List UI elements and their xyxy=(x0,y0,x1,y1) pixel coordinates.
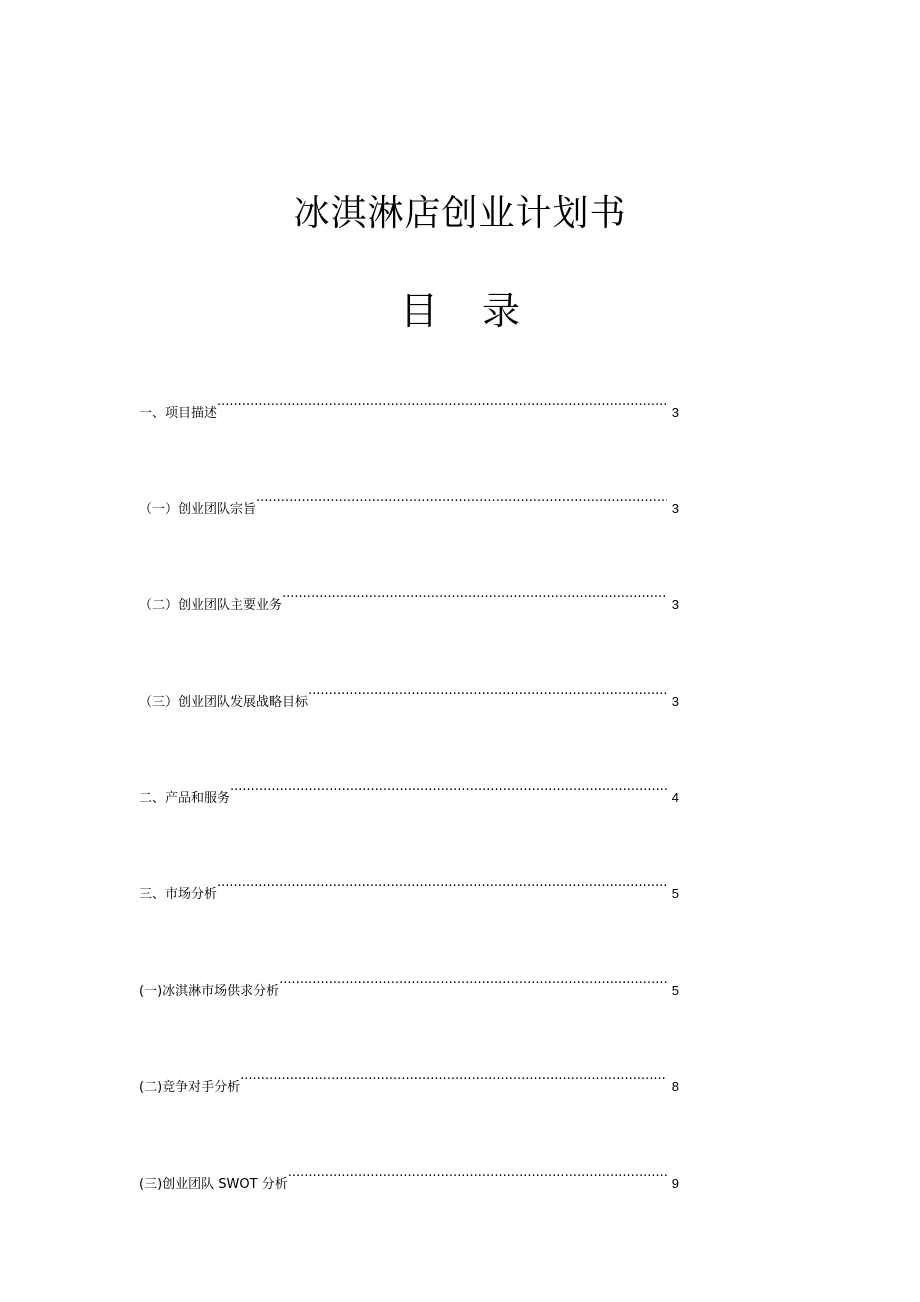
toc-entry-page: 9 xyxy=(671,1176,679,1191)
toc-entry-team-strategy[interactable] xyxy=(139,684,679,710)
toc-heading-left: 目 xyxy=(399,289,438,333)
toc-entry-page: 5 xyxy=(671,983,679,998)
toc-entry-page: 3 xyxy=(671,501,679,516)
toc-entry-products-services[interactable] xyxy=(139,780,679,806)
document-title: 冰淇淋店创业计划书 xyxy=(293,193,627,234)
toc-entry-label: （二）创业团队主要业务 xyxy=(139,598,283,613)
toc-entry-team-business[interactable] xyxy=(139,587,679,613)
toc-entry-label: 二、产品和服务 xyxy=(139,791,231,806)
toc-dot-leader xyxy=(279,973,667,995)
toc-entry-label: (一)冰淇淋市场供求分析 xyxy=(139,984,280,999)
toc-dot-leader xyxy=(240,1069,667,1091)
toc-entry-page: 3 xyxy=(671,405,679,420)
toc-entry-team-purpose[interactable] xyxy=(139,491,679,517)
toc-entry-label: (二)竞争对手分析 xyxy=(139,1080,241,1095)
toc-entry-page: 5 xyxy=(671,886,679,901)
toc-entry-project-description[interactable] xyxy=(139,395,679,421)
toc-dot-leader xyxy=(217,876,667,898)
toc-entry-swot-analysis[interactable] xyxy=(139,1166,679,1192)
toc-heading-right: 录 xyxy=(482,289,521,333)
toc-entry-page: 4 xyxy=(671,790,679,805)
toc-entry-label: (三)创业团队 SWOT 分析 xyxy=(139,1177,288,1192)
toc-entry-label: （一）创业团队宗旨 xyxy=(139,502,257,517)
toc-entry-page: 3 xyxy=(671,597,679,612)
toc-entry-label: 三、市场分析 xyxy=(139,887,218,902)
toc-dot-leader xyxy=(217,395,667,417)
toc-entry-page: 8 xyxy=(671,1079,679,1094)
toc-entry-label: （三）创业团队发展战略目标 xyxy=(139,695,309,710)
toc-entry-market-analysis[interactable] xyxy=(139,876,679,902)
toc-dot-leader xyxy=(308,684,667,706)
toc-entry-supply-demand[interactable] xyxy=(139,973,679,999)
toc-entry-label: 一、项目描述 xyxy=(139,406,218,421)
toc-dot-leader xyxy=(282,587,667,609)
toc-dot-leader xyxy=(288,1166,667,1188)
toc-dot-leader xyxy=(230,780,667,802)
toc-dot-leader xyxy=(256,491,667,513)
toc-entry-competitor-analysis[interactable] xyxy=(139,1069,679,1095)
toc-entry-page: 3 xyxy=(671,694,679,709)
